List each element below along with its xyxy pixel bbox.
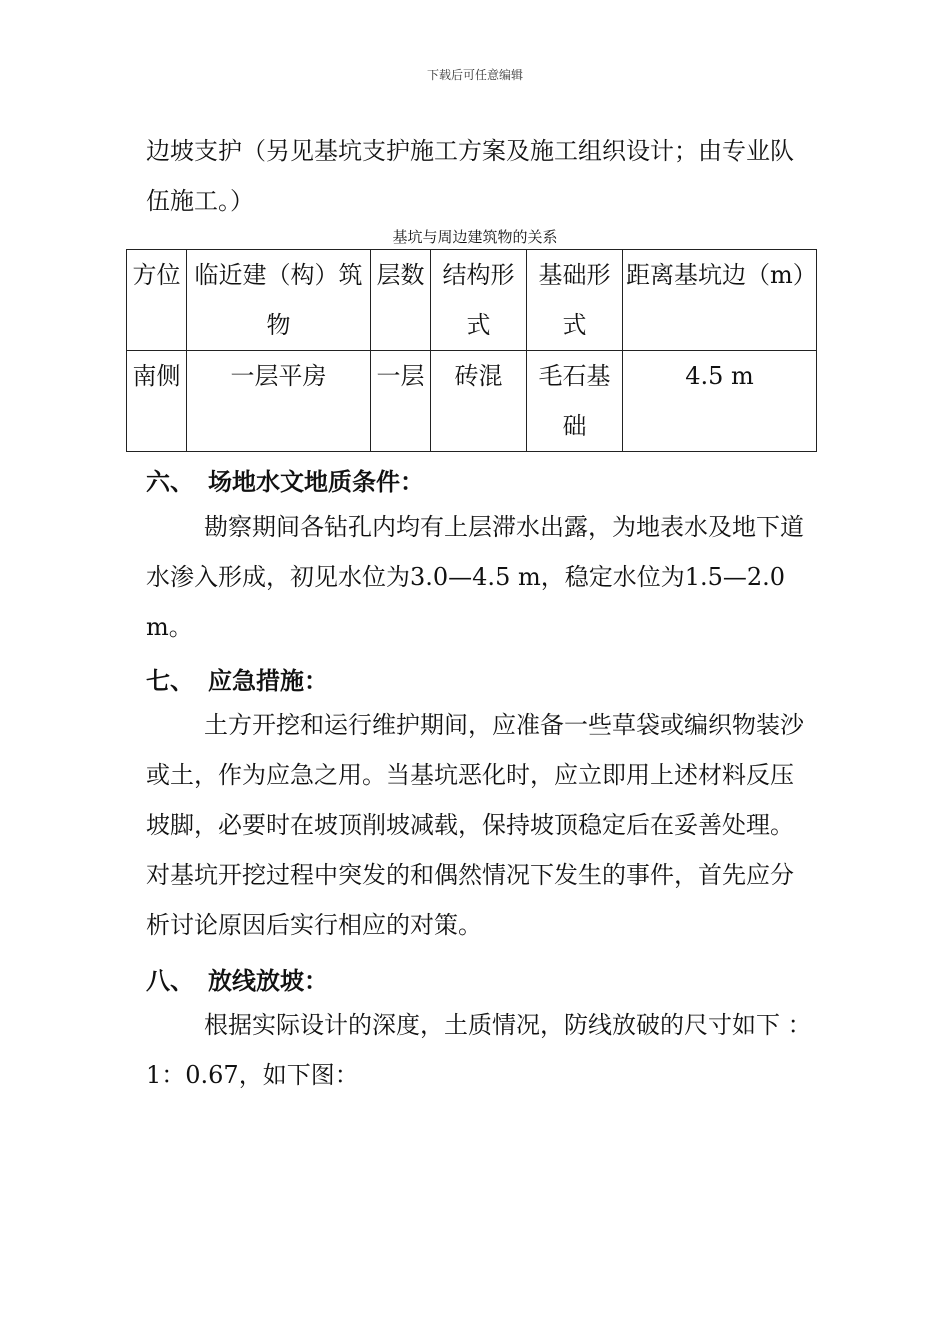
cell-direction: 南侧 (127, 351, 187, 452)
section-number: 七、 (146, 667, 194, 695)
section-title: 应急措施： (208, 667, 328, 695)
header-cell-distance: 距离基坑边（m） (623, 250, 817, 351)
section-heading-7 (146, 661, 328, 696)
section-heading-6 (146, 462, 424, 497)
section-text-8: 根据实际设计的深度，土质情况，防线放破的尺寸如下 ：1：0.67，如下图： (146, 1011, 812, 1089)
section-number: 六、 (146, 468, 194, 496)
header-cell-foundation: 基础形式 (527, 250, 623, 351)
table-header-row (127, 250, 817, 351)
table-row (127, 351, 817, 452)
section-heading-8 (146, 961, 328, 996)
cell-distance: 4.5 m (623, 351, 817, 452)
section-title: 放线放坡： (208, 967, 328, 995)
header-cell-floors: 层数 (371, 250, 431, 351)
cell-building: 一层平房 (187, 351, 371, 452)
section-text-7: 土方开挖和运行维护期间，应准备一些草袋或编织物装沙或土，作为应急之用。当基坑恶化时，应立即用上述材料反压坡脚，必要时在坡顶削坡减载，保持坡顶稳定后在妥善处理。对基坑开挖过程中突发的和偶然情况下发生的事件，首先应分析讨论原因后实行相应的对策。 (146, 711, 804, 939)
cell-floors: 一层 (371, 351, 431, 452)
page-header: 下载后可任意编辑 (426, 68, 523, 82)
header-cell-direction: 方位 (127, 250, 187, 351)
section-text-6: 勘察期间各钻孔内均有上层滞水出露，为地表水及地下道水渗入形成，初见水位为3.0—4.5 m，稳定水位为1.5—2.0 m。 (146, 513, 804, 641)
header-cell-building: 临近建（构）筑物 (187, 250, 371, 351)
relation-table (126, 249, 817, 452)
section-number: 八、 (146, 967, 194, 995)
header-cell-structure: 结构形式 (431, 250, 527, 351)
table-caption: 基坑与周边建筑物的关系 (392, 228, 558, 246)
intro-paragraph: 边坡支护（另见基坑支护施工方案及施工组织设计；由专业队伍施工。） (146, 137, 794, 215)
cell-foundation: 毛石基础 (527, 351, 623, 452)
section-title: 场地水文地质条件： (208, 468, 424, 496)
cell-structure: 砖混 (431, 351, 527, 452)
